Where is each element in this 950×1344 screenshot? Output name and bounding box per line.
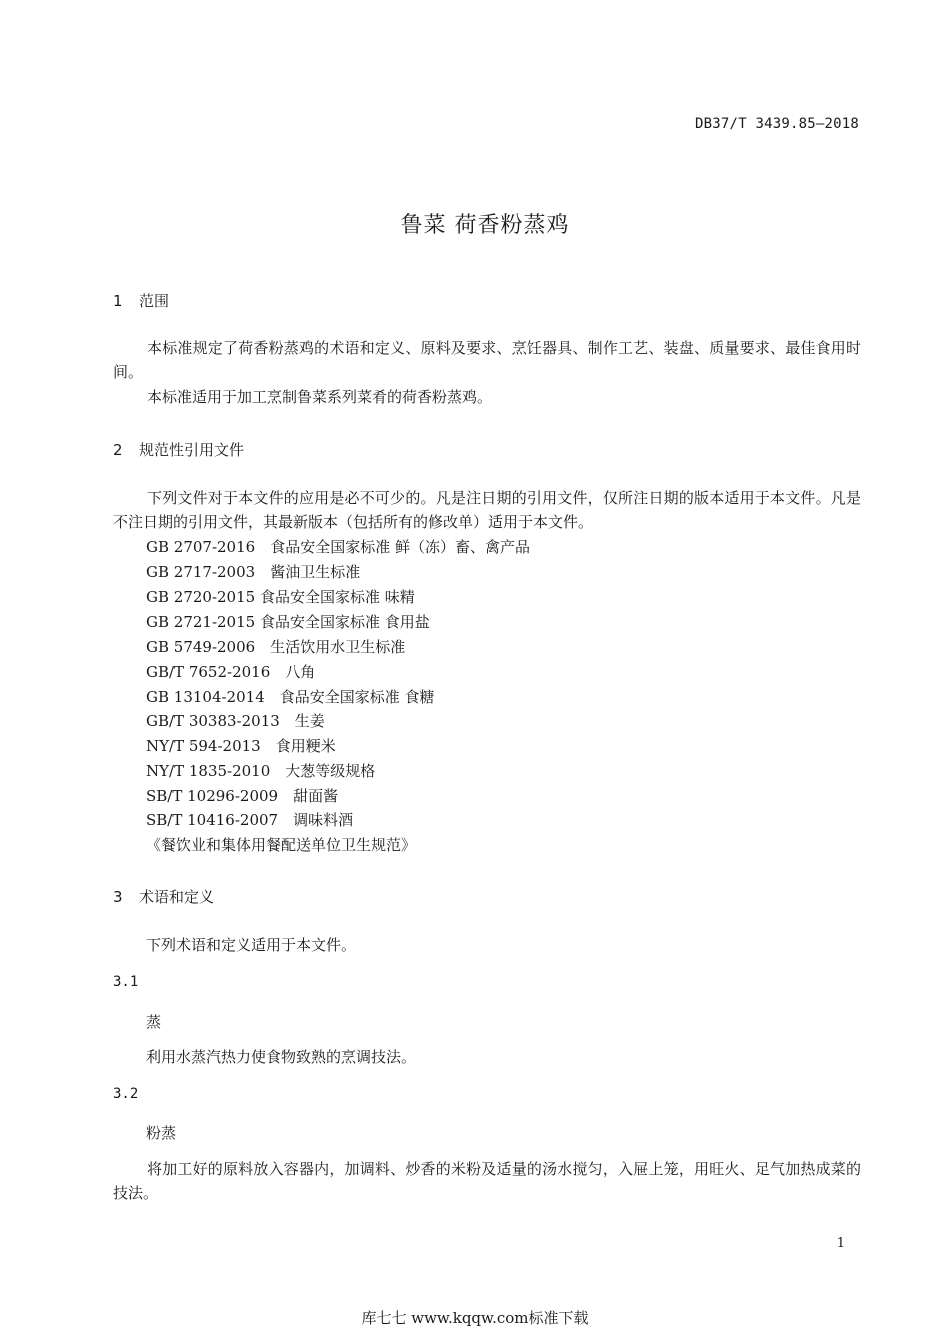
section-3-heading <box>113 886 214 907</box>
section-number: 2 <box>113 441 123 459</box>
term-definition: 利用水蒸汽热力使食物致熟的烹调技法。 <box>146 1048 417 1066</box>
reference-item: GB 2720-2015 食品安全国家标准 味精 <box>146 588 415 606</box>
section-number: 1 <box>113 292 123 310</box>
subsection-number: 3.1 <box>113 974 139 990</box>
reference-item: GB 2717-2003 酱油卫生标准 <box>146 563 361 581</box>
reference-item: GB 2721-2015 食品安全国家标准 食用盐 <box>146 613 430 631</box>
page-number: 1 <box>836 1236 845 1251</box>
term-title: 蒸 <box>146 1013 162 1031</box>
term-title: 粉蒸 <box>146 1124 177 1142</box>
reference-item: GB/T 7652-2016 八角 <box>146 663 316 681</box>
reference-item: SB/T 10296-2009 甜面酱 <box>146 787 339 805</box>
reference-item: SB/T 10416-2007 调味料酒 <box>146 811 354 829</box>
subsection-number: 3.2 <box>113 1086 139 1102</box>
page-title: 鲁菜 荷香粉蒸鸡 <box>400 213 570 238</box>
section-1-heading <box>113 290 169 311</box>
section-title: 规范性引用文件 <box>139 441 245 459</box>
section-2-heading <box>113 439 244 460</box>
paragraph: 本标准规定了荷香粉蒸鸡的术语和定义、原料及要求、烹饪器具、制作工艺、装盘、质量要求、最佳食用时间。 <box>113 339 861 381</box>
paragraph: 本标准适用于加工烹制鲁菜系列菜肴的荷香粉蒸鸡。 <box>147 388 493 406</box>
footer-watermark: 库七七 www.kqqw.com标准下载 <box>361 1309 589 1327</box>
reference-item: GB 13104-2014 食品安全国家标准 食糖 <box>146 688 435 706</box>
section-title: 术语和定义 <box>139 888 215 906</box>
reference-item: GB/T 30383-2013 生姜 <box>146 712 325 730</box>
reference-item: 《餐饮业和集体用餐配送单位卫生规范》 <box>146 836 417 854</box>
reference-item: GB 2707-2016 食品安全国家标准 鲜（冻）畜、禽产品 <box>146 538 530 556</box>
section-title: 范围 <box>139 292 170 310</box>
document-code: DB37/T 3439.85—2018 <box>695 116 859 132</box>
paragraph: 下列术语和定义适用于本文件。 <box>146 936 357 954</box>
term-definition: 将加工好的原料放入容器内，加调料、炒香的米粉及适量的汤水搅匀，入屉上笼，用旺火、足气加热成菜的技法。 <box>113 1160 861 1202</box>
reference-item: GB 5749-2006 生活饮用水卫生标准 <box>146 638 406 656</box>
section-number: 3 <box>113 888 123 906</box>
paragraph: 下列文件对于本文件的应用是必不可少的。凡是注日期的引用文件，仅所注日期的版本适用于本文件。凡是不注日期的引用文件，其最新版本（包括所有的修改单）适用于本文件。 <box>113 489 861 531</box>
reference-item: NY/T 594-2013 食用粳米 <box>146 737 336 755</box>
reference-item: NY/T 1835-2010 大葱等级规格 <box>146 762 376 780</box>
